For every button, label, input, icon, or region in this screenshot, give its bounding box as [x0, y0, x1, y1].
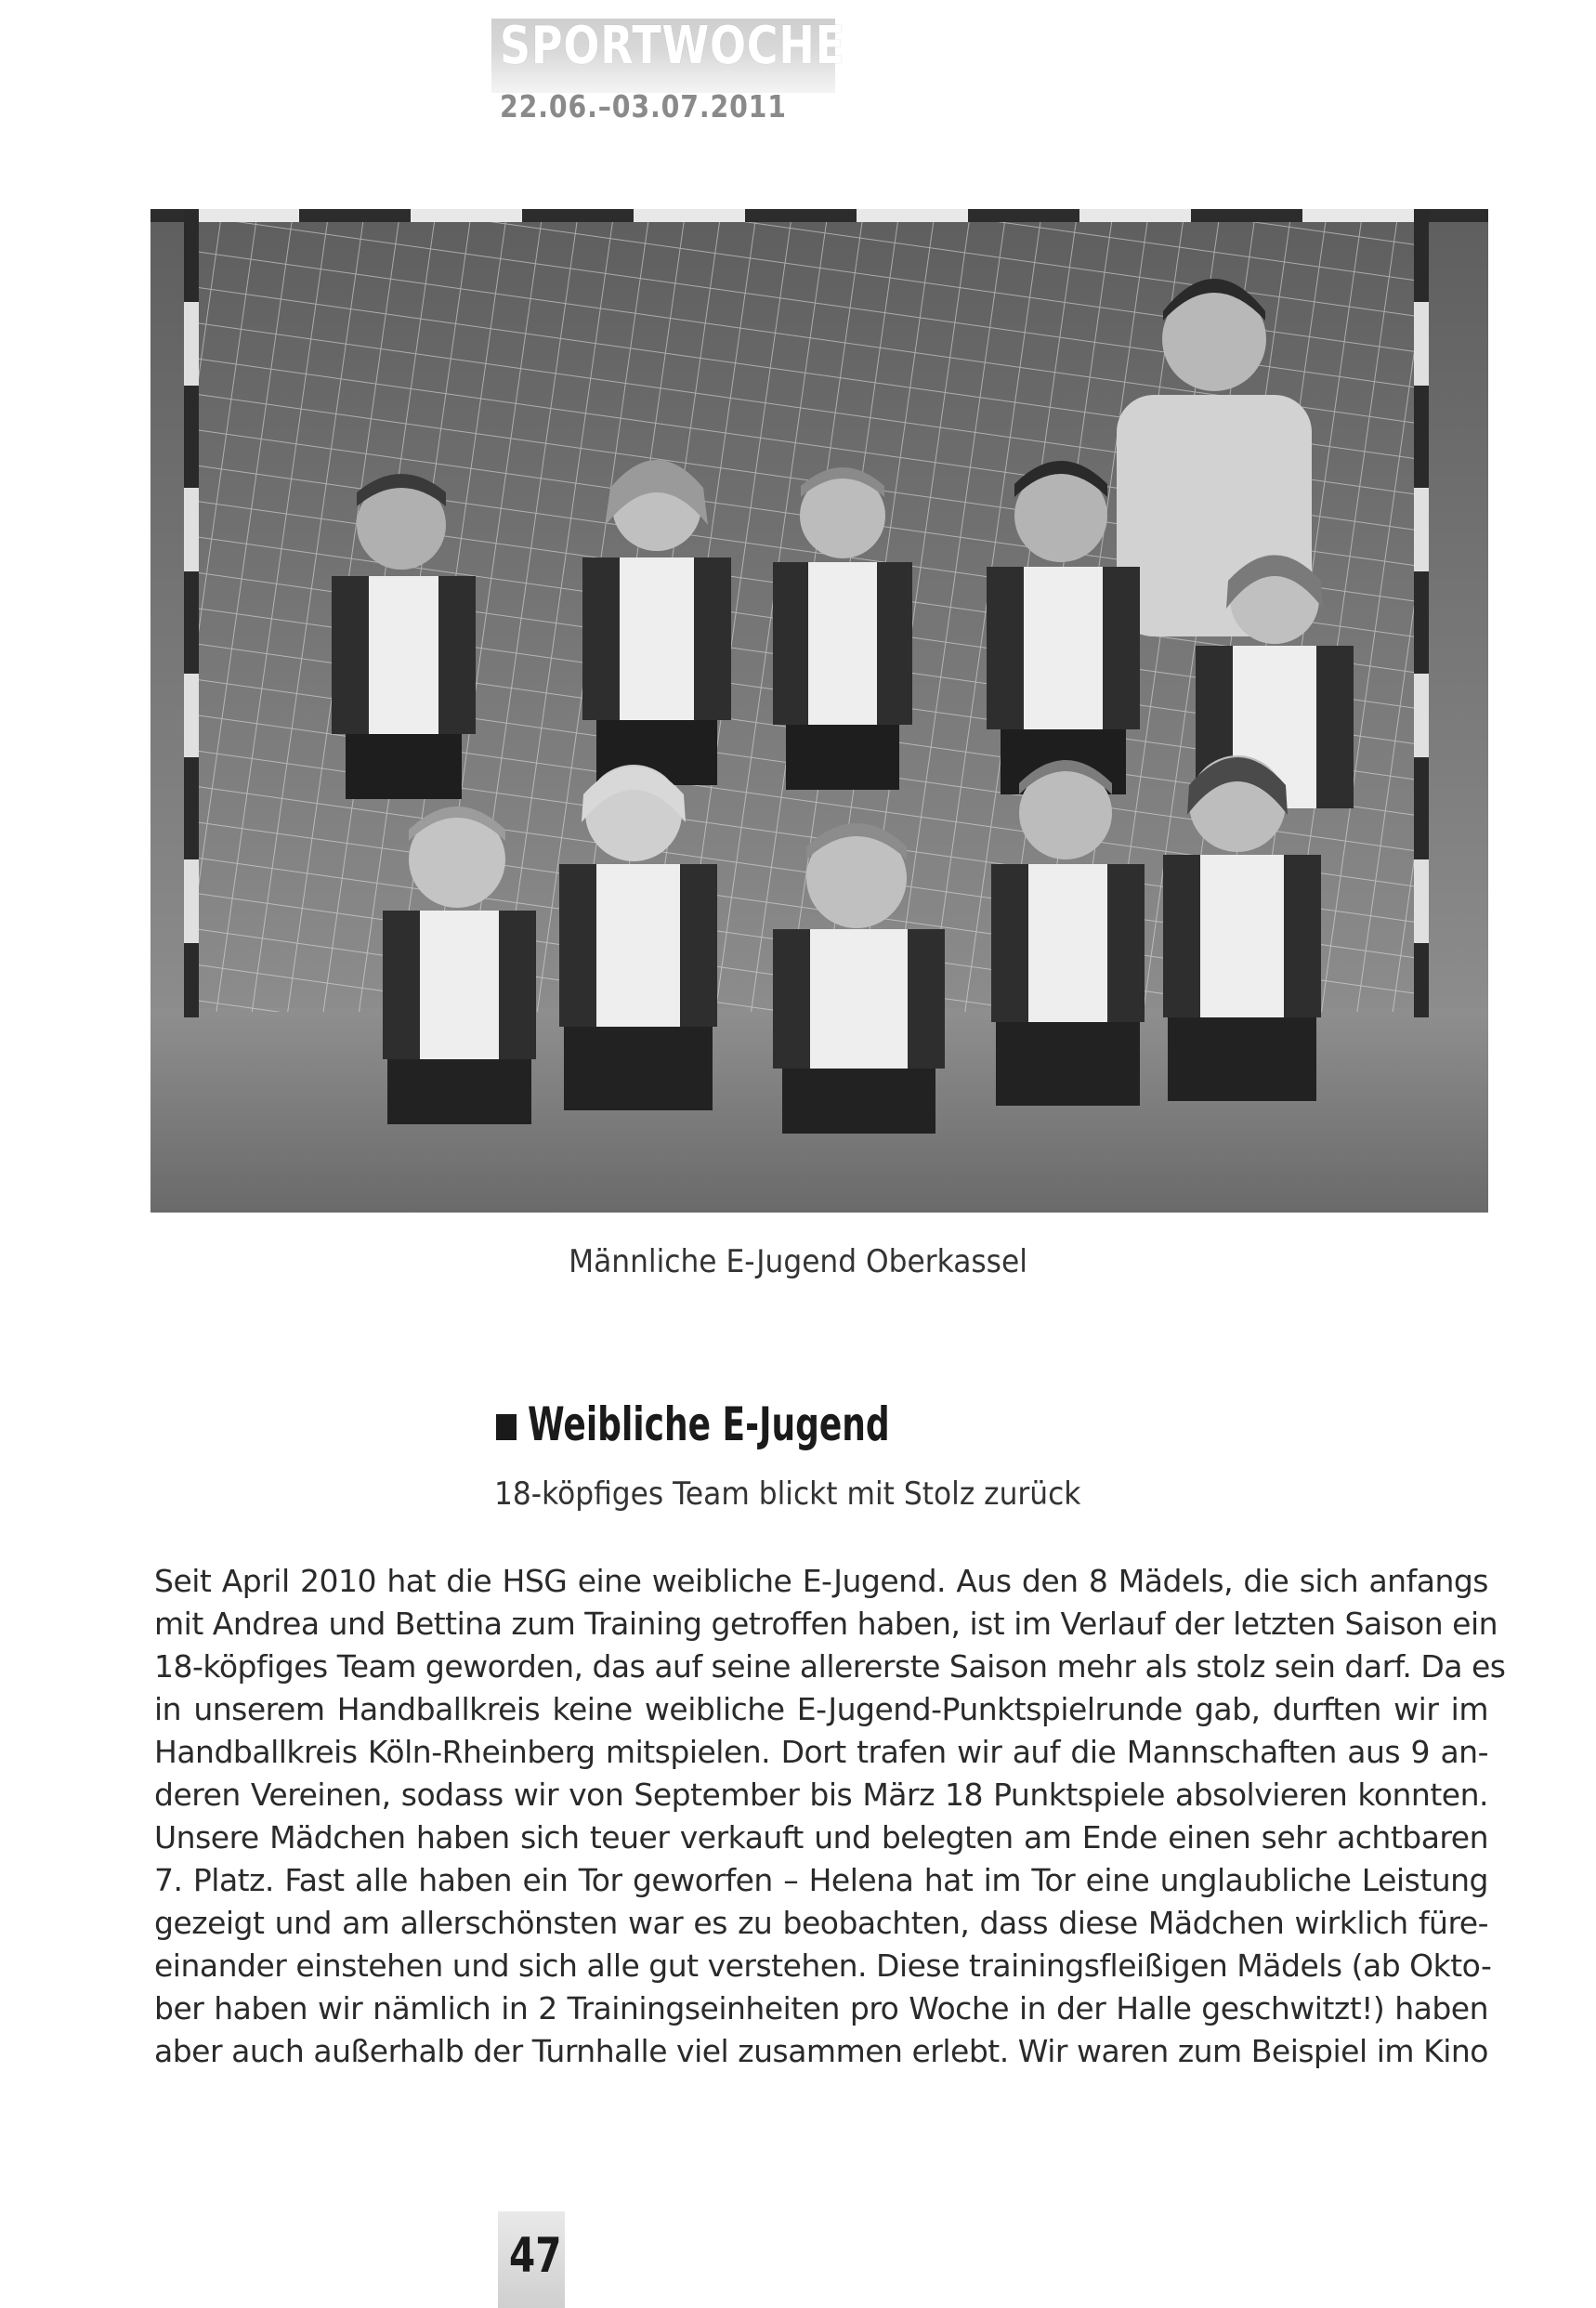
- body-line: Handballkreis Köln-Rheinberg mitspielen. Dort trafen wir auf die Mannschaften aus 9 an-: [154, 1734, 1488, 1770]
- header-title: SPORTWOCHE: [500, 16, 845, 76]
- page-number: 47: [509, 2228, 562, 2284]
- body-line: Seit April 2010 hat die HSG eine weibliche E-Jugend. Aus den 8 Mädels, die sich anfangs: [154, 1563, 1488, 1599]
- body-line: ber haben wir nämlich in 2 Trainingseinheiten pro Woche in der Halle geschwitzt!) haben: [154, 1990, 1488, 2026]
- body-line: mit Andrea und Bettina zum Training getroffen haben, ist im Verlauf der letzten Saison ein: [154, 1606, 1498, 1642]
- body-line: 18-köpfiges Team geworden, das auf seine allererste Saison mehr als stolz sein darf. Da es: [154, 1648, 1506, 1685]
- body-line: einander einstehen und sich alle gut verstehen. Diese trainingsfleißigen Mädels (ab Okto-: [154, 1947, 1492, 1984]
- body-line: 7. Platz. Fast alle haben ein Tor geworfen – Helena hat im Tor eine unglaubliche Leistung: [154, 1862, 1488, 1898]
- section-heading: Weibliche E-Jugend: [528, 1397, 890, 1451]
- body-line: gezeigt und am allerschönsten war es zu beobachten, dass diese Mädchen wirklich füre-: [154, 1905, 1488, 1941]
- photo-caption: Männliche E-Jugend Oberkassel: [569, 1243, 1027, 1280]
- section-bullet-square: [496, 1414, 517, 1440]
- section-subtitle: 18-köpfiges Team blickt mit Stolz zurück: [494, 1475, 1081, 1513]
- team-photo: [150, 209, 1488, 1213]
- article-body: [154, 1560, 1506, 2073]
- body-line: aber auch außerhalb der Turnhalle viel zusammen erlebt. Wir waren zum Beispiel im Kino: [154, 2033, 1488, 2069]
- body-line: in unserem Handballkreis keine weibliche E-Jugend-Punktspielrunde gab, durften wir im: [154, 1691, 1488, 1727]
- body-line: deren Vereinen, sodass wir von September bis März 18 Punktspiele absolvieren konnten.: [154, 1777, 1488, 1813]
- body-line: Unsere Mädchen haben sich teuer verkauft und belegten am Ende einen sehr achtbaren: [154, 1819, 1488, 1856]
- header-date: 22.06.–03.07.2011: [500, 88, 787, 125]
